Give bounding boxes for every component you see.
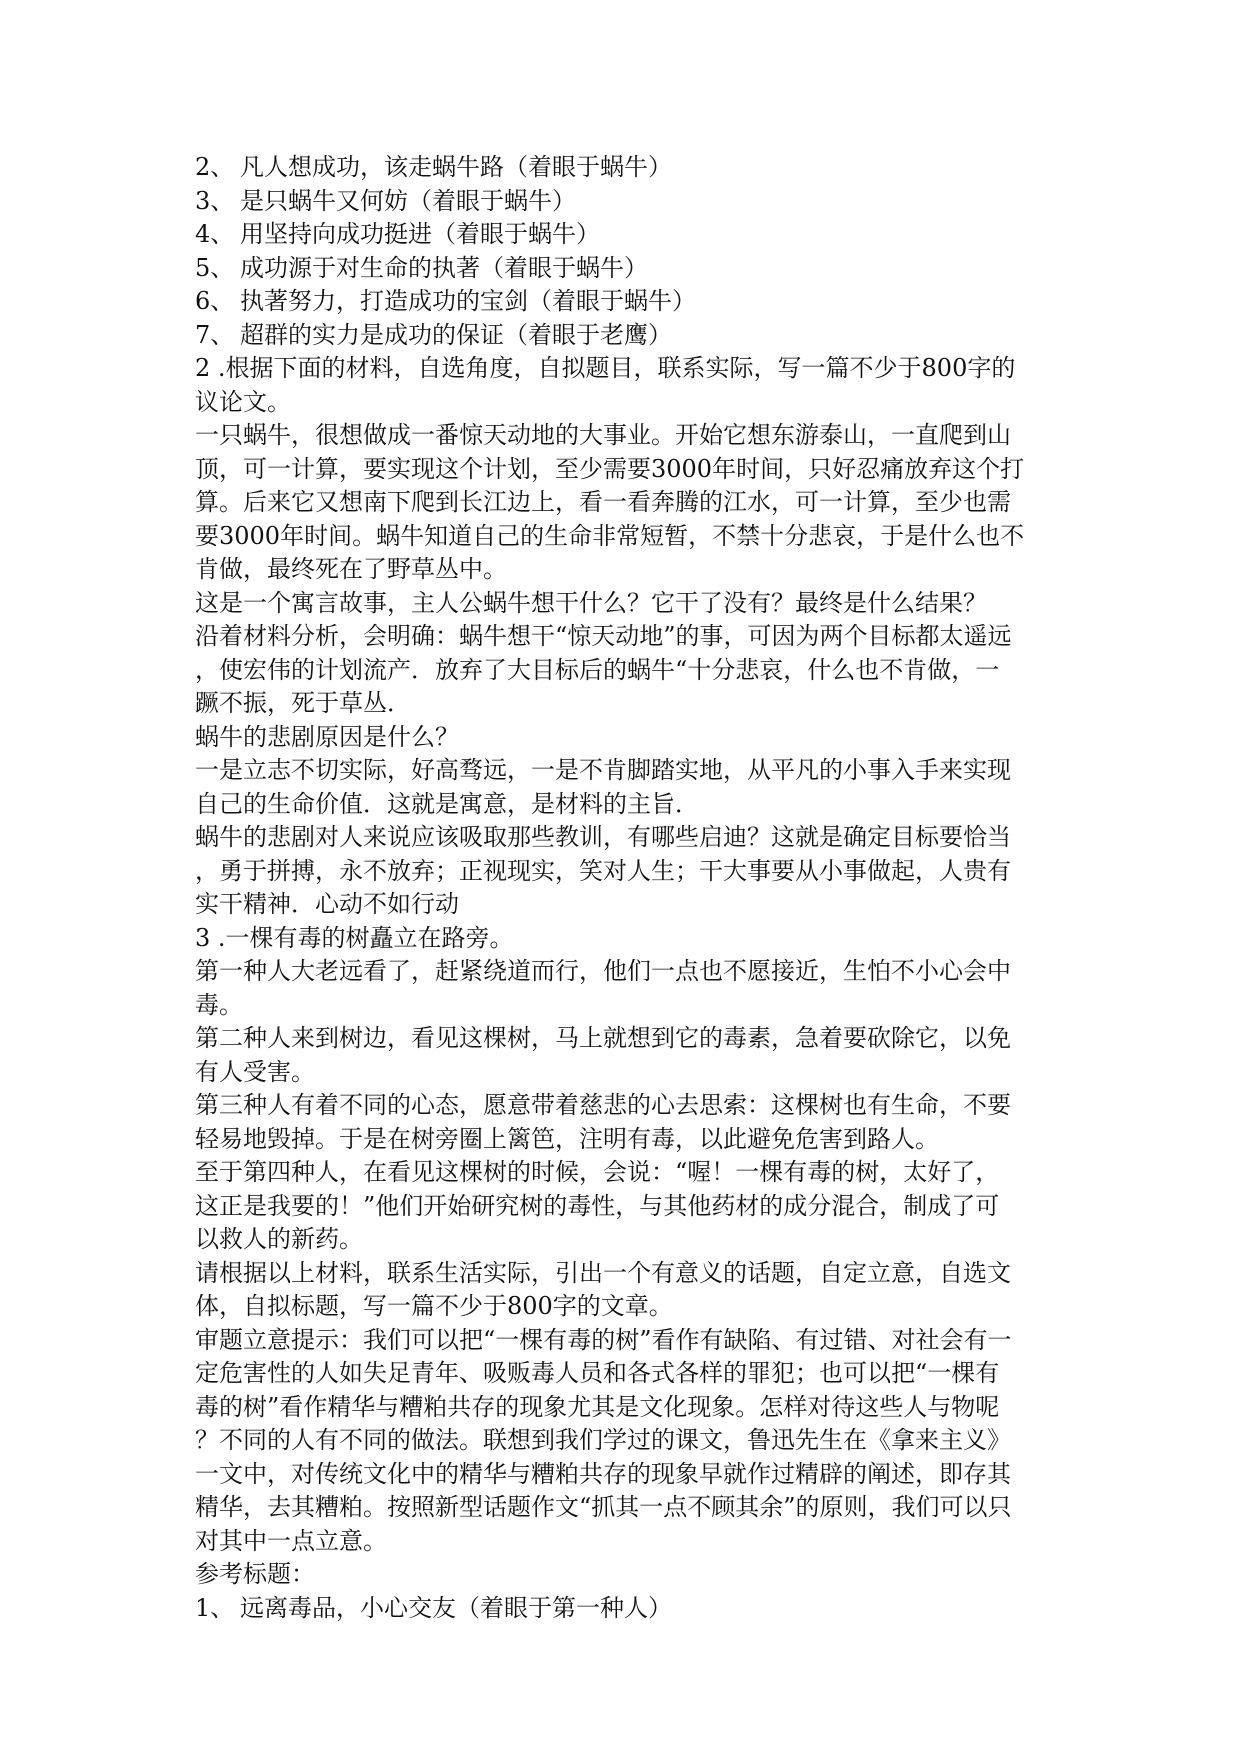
- text-line: 肯做，最终死在了野草丛中。: [195, 555, 507, 583]
- list-item-text: 凡人想成功，该走蜗牛路（着眼于蜗牛）: [240, 153, 672, 181]
- text-line: 至于第四种人，在看见这棵树的时候，会说：“喔！一棵有毒的树，太好了，: [195, 1158, 1000, 1186]
- text-line: 请根据以上材料，联系生活实际，引出一个有意义的话题，自定立意，自选文: [195, 1258, 1011, 1287]
- list-item-number: 4、: [195, 220, 235, 248]
- text-line: ，使宏伟的计划流产．放弃了大目标后的蜗牛“十分悲哀，什么也不肯做，一: [195, 655, 1000, 684]
- text-line: 有人受害。: [195, 1057, 315, 1086]
- list-item-number: 2、: [195, 153, 235, 181]
- text-line: 毒。: [195, 990, 243, 1019]
- text-line: 定危害性的人如失足青年、吸贩毒人员和各式各样的罪犯；也可以把“一棵有: [195, 1359, 1000, 1387]
- text-line: 一文中，对传统文化中的精华与糟粕共存的现象早就作过精辟的阐述，即存其: [195, 1459, 1011, 1488]
- list-item-number: 5、: [195, 253, 235, 282]
- text-line: 这正是我要的！”他们开始研究树的毒性，与其他药材的成分混合，制成了可: [195, 1191, 1000, 1220]
- text-line: 第二种人来到树边，看见这棵树，马上就想到它的毒素，急着要砍除它，以免: [195, 1024, 1011, 1052]
- text-line: 算。后来它又想南下爬到长江边上，看一看奔腾的江水，可一计算，至少也需: [195, 488, 1011, 516]
- document-body: [195, 151, 1055, 1625]
- list-item: [195, 252, 1055, 286]
- text-line: 轻易地毁掉。于是在树旁圈上篱笆，注明有毒，以此避免危害到路人。: [195, 1124, 939, 1153]
- text-line: 体，自拟标题，写一篇不少于800字的文章。: [195, 1292, 673, 1320]
- text-line: 第一种人大老远看了，赶紧绕道而行，他们一点也不愿接近，生怕不小心会中: [195, 957, 1011, 985]
- text-line: 参考标题：: [195, 1560, 315, 1588]
- text-line: 议论文。: [195, 387, 291, 416]
- list-item-text: 超群的实力是成功的保证（着眼于老鹰）: [240, 320, 672, 349]
- text-line: 第三种人有着不同的心态，愿意带着慈悲的心去思索：这棵树也有生命，不要: [195, 1091, 1011, 1119]
- list-item-text: 执著努力，打造成功的宝剑（着眼于蜗牛）: [240, 287, 696, 315]
- list-item-text: 远离毒品，小心交友（着眼于第一种人）: [240, 1593, 672, 1622]
- list-item: [195, 319, 1055, 353]
- text-line: 毒的树”看作精华与糟粕共存的现象尤其是文化现象。怎样对待这些人与物呢: [195, 1392, 1000, 1421]
- text-line: 3 .一棵有毒的树矗立在路旁。: [195, 923, 514, 952]
- text-line: 蹶不振，死于草丛．: [195, 689, 411, 717]
- text-line: 沿着材料分析，会明确：蜗牛想干“惊天动地”的事，可因为两个目标都太遥远: [195, 622, 1012, 650]
- text-line: 一是立志不切实际，好高骛远，一是不肯脚踏实地，从平凡的小事入手来实现: [195, 756, 1011, 784]
- text-line: 精华，去其糟粕。按照新型话题作文“抓其一点不顾其余”的原则，我们可以只: [195, 1493, 1012, 1521]
- text-line: 对其中一点立意。: [195, 1526, 387, 1555]
- text-line: ？不同的人有不同的做法。联想到我们学过的课文，鲁迅先生在《拿来主义》: [195, 1426, 1011, 1454]
- list-item: [195, 285, 1055, 319]
- text-line: ，勇于拼搏，永不放弃；正视现实，笑对人生；干大事要从小事做起，人贵有: [195, 856, 1011, 885]
- list-item-number: 3、: [195, 186, 235, 215]
- list-item-number: 7、: [195, 320, 235, 349]
- text-line: 这是一个寓言故事，主人公蜗牛想干什么？它干了没有？最终是什么结果？: [195, 588, 987, 617]
- list-item: [195, 218, 1055, 252]
- list-item: [195, 1592, 1055, 1626]
- list-item-number: 1、: [195, 1593, 235, 1622]
- list-item: [195, 185, 1055, 219]
- text-line: 一只蜗牛，很想做成一番惊天动地的大事业。开始它想东游泰山，一直爬到山: [195, 421, 1011, 449]
- text-line: 蜗牛的悲剧原因是什么？: [195, 722, 459, 751]
- text-line: 以救人的新药。: [195, 1225, 363, 1253]
- text-line: 自己的生命价值．这就是寓意，是材料的主旨．: [195, 789, 699, 818]
- text-line: 实干精神．心动不如行动: [195, 890, 459, 918]
- list-item: [195, 151, 1055, 185]
- list-item-text: 成功源于对生命的执著（着眼于蜗牛）: [240, 253, 648, 282]
- text-line: 2 .根据下面的材料，自选角度，自拟题目，联系实际，写一篇不少于800字的: [195, 354, 1016, 382]
- text-line: 要3000年时间。蜗牛知道自己的生命非常短暂，不禁十分悲哀，于是什么也不: [195, 521, 1025, 550]
- text-line: 审题立意提示：我们可以把“一棵有毒的树”看作有缺陷、有过错、对社会有一: [195, 1325, 1012, 1354]
- list-item-number: 6、: [195, 287, 235, 315]
- list-item-text: 用坚持向成功挺进（着眼于蜗牛）: [240, 220, 600, 248]
- list-item-text: 是只蜗牛又何妨（着眼于蜗牛）: [240, 186, 576, 215]
- text-line: 顶，可一计算，要实现这个计划，至少需要3000年时间，只好忍痛放弃这个打: [195, 454, 1025, 483]
- text-line: 蜗牛的悲剧对人来说应该吸取那些教训，有哪些启迪？这就是确定目标要恰当: [195, 823, 1011, 851]
